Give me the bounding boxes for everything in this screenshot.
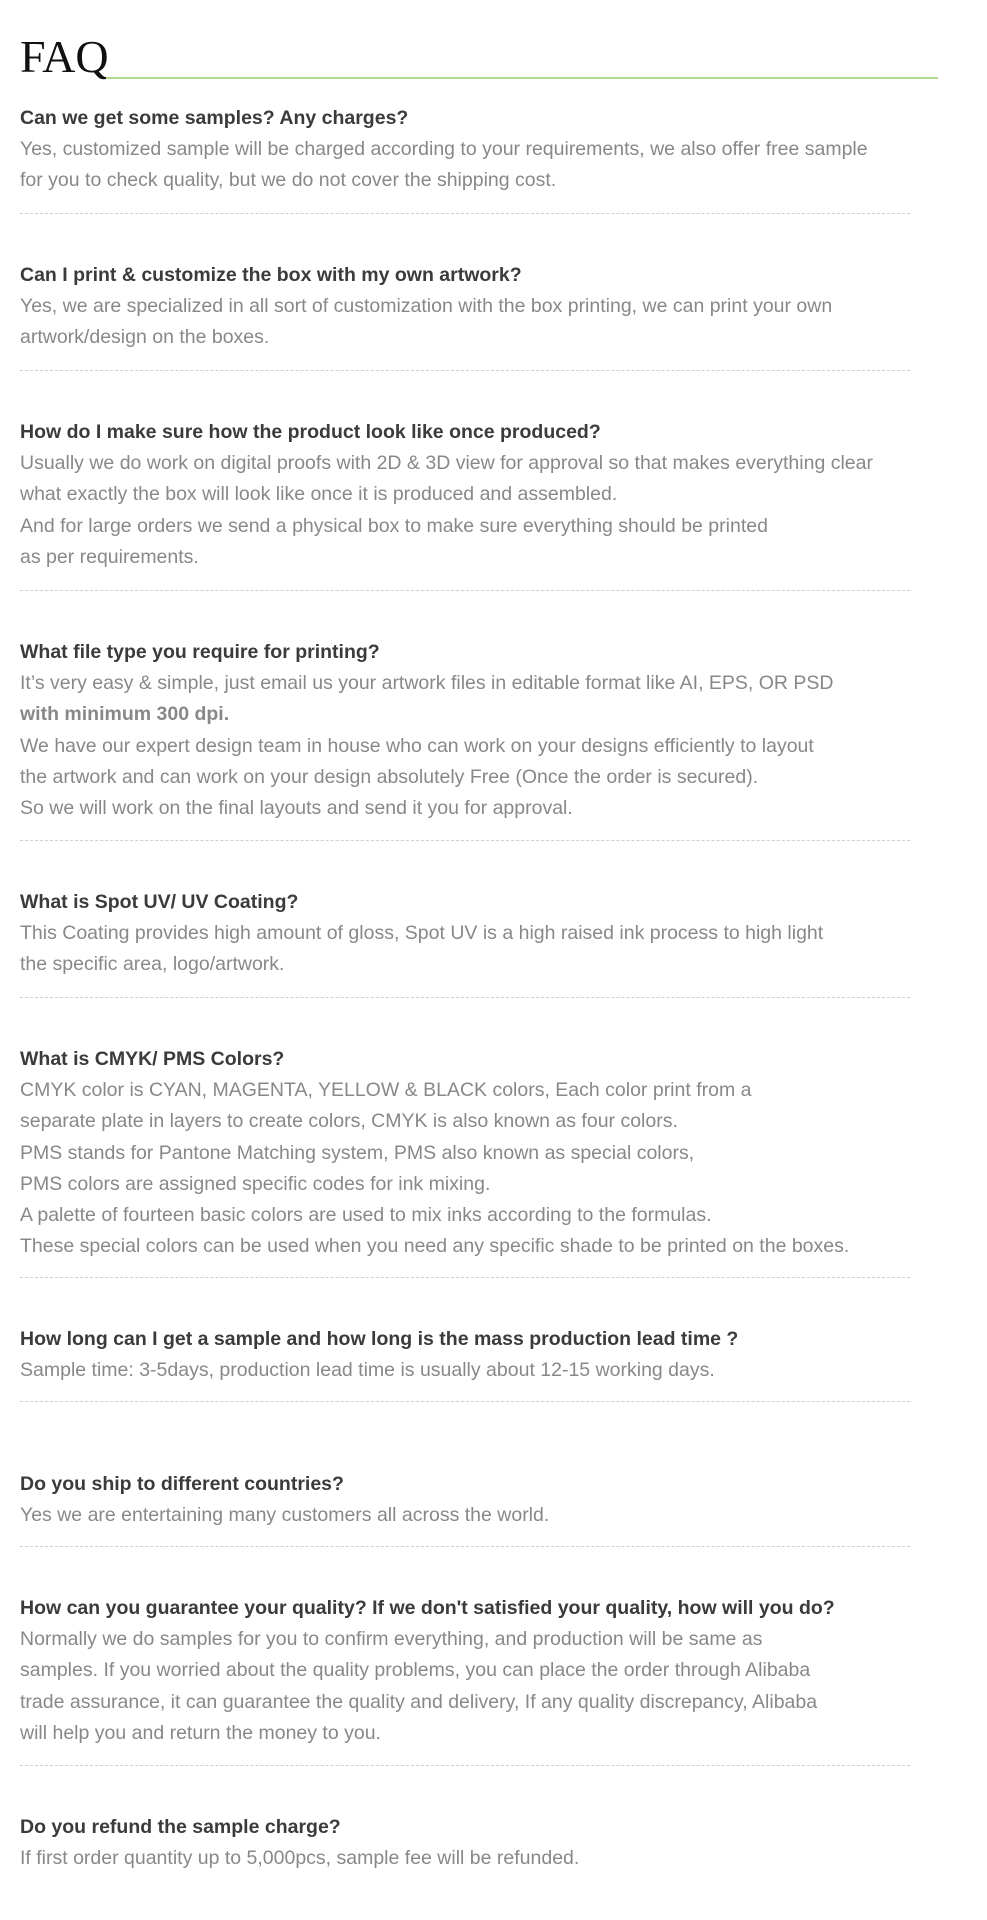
faq-question: Can we get some samples? Any charges? <box>20 107 409 129</box>
faq-answer-line: the specific area, logo/artwork. <box>20 953 285 976</box>
faq-answer-line: These special colors can be used when you need any specific shade to be printed on the boxes. <box>20 1235 850 1258</box>
faq-divider <box>20 370 910 371</box>
faq-divider <box>20 1765 910 1766</box>
faq-answer-line: CMYK color is CYAN, MAGENTA, YELLOW & BLACK colors, Each color print from a <box>20 1079 752 1101</box>
page-title: FAQ <box>20 31 109 82</box>
faq-answer-line: as per requirements. <box>20 545 199 568</box>
faq-answer-line: PMS stands for Pantone Matching system, PMS also known as special colors, <box>20 1141 695 1164</box>
faq-answer-line: And for large orders we send a physical box to make sure everything should be printed <box>20 514 768 537</box>
faq-divider <box>20 590 910 591</box>
faq-answer-line: Yes, we are specialized in all sort of customization with the box printing, we can print your own <box>20 295 833 317</box>
faq-question: What is CMYK/ PMS Colors? <box>20 1048 285 1070</box>
faq-item-quality-guarantee <box>20 1593 940 1749</box>
faq-answer-line: So we will work on the final layouts and send it you for approval. <box>20 797 573 820</box>
faq-answer-line: It’s very easy & simple, just email us your artwork files in editable format like AI, EPS, OR PSD <box>20 672 834 694</box>
faq-divider <box>20 213 910 214</box>
faq-answer-line: We have our expert design team in house who can work on your designs efficiently to layout <box>20 734 814 757</box>
faq-question: Do you ship to different countries? <box>20 1473 344 1495</box>
faq-answer-line: Yes, customized sample will be charged according to your requirements, we also offer free sample <box>20 138 868 160</box>
faq-answer-line: separate plate in layers to create colors, CMYK is also known as four colors. <box>20 1110 678 1133</box>
faq-question: How do I make sure how the product look like once produced? <box>20 421 601 443</box>
faq-answer-line: Yes we are entertaining many customers all across the world. <box>20 1504 550 1526</box>
faq-answer-line: will help you and return the money to you. <box>20 1721 381 1744</box>
faq-answer-line: Normally we do samples for you to confirm everything, and production will be same as <box>20 1628 763 1650</box>
faq-question: Can I print & customize the box with my own artwork? <box>20 264 522 286</box>
faq-question: What is Spot UV/ UV Coating? <box>20 891 299 913</box>
faq-answer-line: for you to check quality, but we do not cover the shipping cost. <box>20 169 557 192</box>
faq-item-file-type <box>20 637 940 824</box>
faq-question: How can you guarantee your quality? If we don't satisfied your quality, how will you do? <box>20 1597 835 1619</box>
faq-answer-line: This Coating provides high amount of gloss, Spot UV is a high raised ink process to high light <box>20 922 824 944</box>
faq-item-sample-refund <box>20 1812 940 1874</box>
faq-header <box>20 28 920 88</box>
faq-answer-line-emphasis: with minimum 300 dpi. <box>20 703 230 726</box>
faq-answer-line: Sample time: 3-5days, production lead time is usually about 12-15 working days. <box>20 1359 715 1381</box>
faq-item-shipping <box>20 1469 940 1531</box>
faq-answer-line: what exactly the box will look like once it is produced and assembled. <box>20 483 618 506</box>
faq-answer-line: If first order quantity up to 5,000pcs, sample fee will be refunded. <box>20 1847 580 1869</box>
faq-item-samples-charges <box>20 103 940 197</box>
faq-divider <box>20 1277 910 1278</box>
faq-divider <box>20 1401 910 1402</box>
faq-divider <box>20 840 910 841</box>
faq-question: Do you refund the sample charge? <box>20 1816 341 1838</box>
faq-answer-line: A palette of fourteen basic colors are used to mix inks according to the formulas. <box>20 1204 712 1227</box>
faq-answer-line: Usually we do work on digital proofs with 2D & 3D view for approval so that makes everything clear <box>20 452 873 474</box>
faq-question: What file type you require for printing? <box>20 641 380 663</box>
faq-item-product-proof <box>20 417 940 573</box>
faq-divider <box>20 1546 910 1547</box>
faq-item-spot-uv <box>20 887 940 981</box>
title-underline <box>106 77 938 79</box>
faq-answer-line: artwork/design on the boxes. <box>20 326 270 349</box>
faq-answer-line: trade assurance, it can guarantee the quality and delivery, If any quality discrepancy, Alibaba <box>20 1690 818 1713</box>
faq-item-custom-artwork <box>20 260 940 354</box>
faq-answer-line: PMS colors are assigned specific codes for ink mixing. <box>20 1172 491 1195</box>
faq-divider <box>20 997 910 998</box>
faq-item-cmyk-pms <box>20 1044 940 1263</box>
faq-answer-line: the artwork and can work on your design absolutely Free (Once the order is secured). <box>20 765 759 788</box>
faq-answer-line: samples. If you worried about the quality problems, you can place the order through Alibaba <box>20 1659 811 1682</box>
faq-item-lead-time <box>20 1324 940 1386</box>
faq-question: How long can I get a sample and how long is the mass production lead time ? <box>20 1328 739 1350</box>
